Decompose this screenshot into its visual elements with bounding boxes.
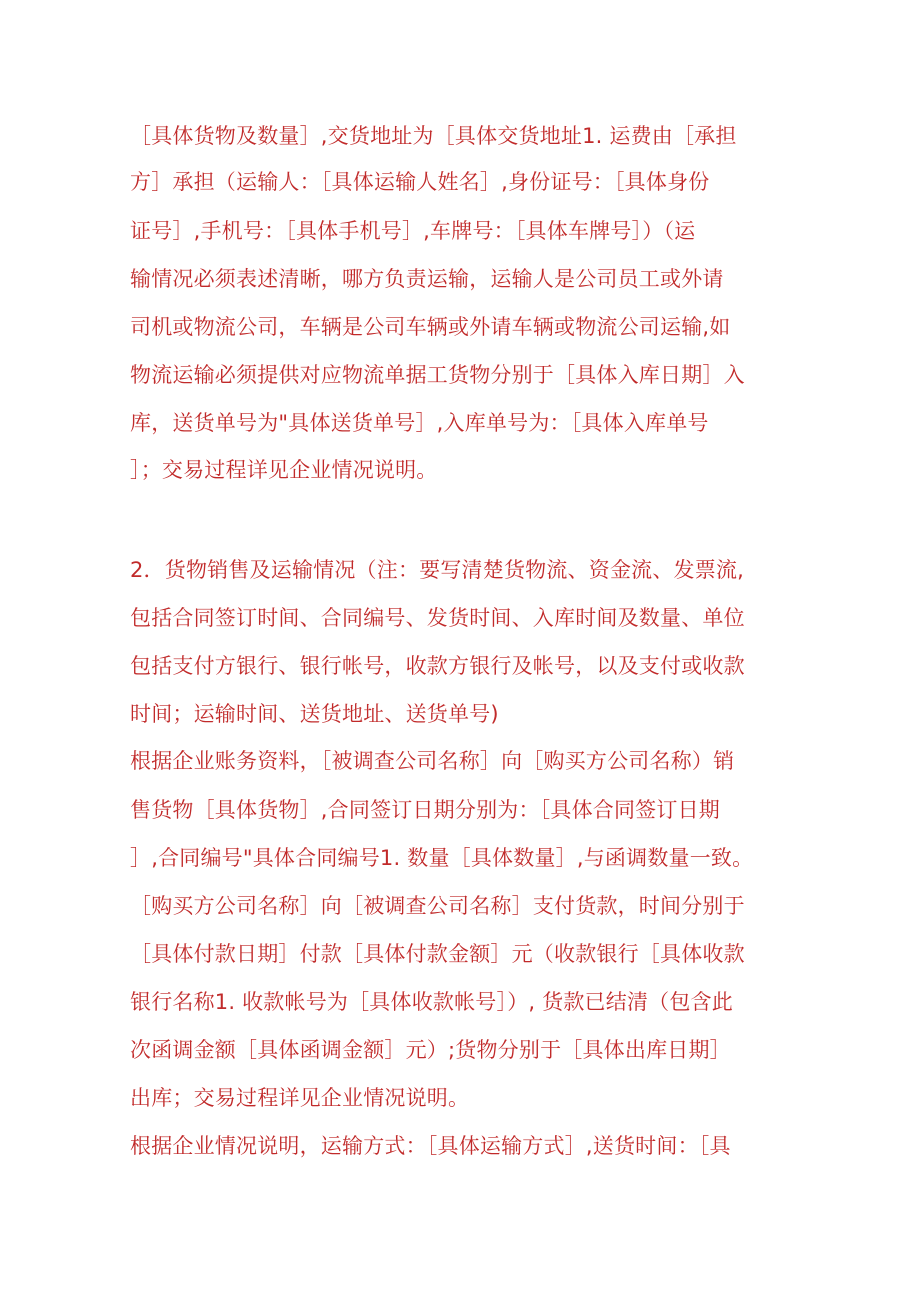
- paragraph-1-line-5: 司机或物流公司，车辆是公司车辆或外请车辆或物流公司运输,如: [130, 315, 731, 339]
- paragraph-2-line-5: 根据企业账务资料，［被调查公司名称］向［购买方公司名称）销: [130, 749, 735, 773]
- paragraph-1-line-1: ［具体货物及数量］,交货地址为［具体交货地址1. 运费由［承担: [130, 124, 737, 148]
- paragraph-2-line-10: 银行名称1. 收款帐号为［具体收款帐号］）, 货款已结清（包含此: [130, 990, 733, 1014]
- paragraph-1-line-2: 方］承担（运输人：［具体运输人姓名］,身份证号：［具体身份: [130, 170, 710, 194]
- paragraph-1-line-4: 输情况必须表述清晰，哪方负责运输，运输人是公司员工或外请: [130, 267, 724, 291]
- paragraph-2-line-9: ［具体付款日期］付款［具体付款金额］元（收款银行［具体收款: [130, 942, 745, 966]
- paragraph-1-line-6: 物流运输必须提供对应物流单据工货物分别于［具体入库日期］入: [130, 363, 745, 387]
- paragraph-2-line-6: 售货物［具体货物］,合同签订日期分别为：［具体合同签订日期: [130, 798, 720, 822]
- paragraph-2-line-7: ］,合同编号"具体合同编号1. 数量［具体数量］,与函调数量一致。: [130, 846, 754, 870]
- paragraph-1-line-7: 库，送货单号为"具体送货单号］,入库单号为：［具体入库单号: [130, 411, 709, 435]
- paragraph-2-line-13: 根据企业情况说明，运输方式：［具体运输方式］,送货时间：［具: [130, 1134, 731, 1158]
- paragraph-2-line-3: 包括支付方银行、银行帐号，收款方银行及帐号，以及支付或收款: [130, 654, 745, 678]
- paragraph-2-line-4: 时间；运输时间、送货地址、送货单号): [130, 702, 499, 726]
- paragraph-2-line-11: 次函调金额［具体函调金额］元）;货物分别于［具体出库日期］: [130, 1038, 731, 1062]
- paragraph-2-line-1: 2．货物销售及运输情况（注：要写清楚货物流、资金流、发票流,: [130, 558, 745, 582]
- paragraph-1-line-8: ］；交易过程详见企业情况说明。: [130, 458, 438, 482]
- paragraph-2-line-12: 出库；交易过程详见企业情况说明。: [130, 1086, 470, 1110]
- paragraph-2-line-8: ［购买方公司名称］向［被调查公司名称］支付货款，时间分别于: [130, 894, 745, 918]
- paragraph-1-line-3: 证号］,手机号：［具体手机号］,车牌号：［具体车牌号］）（运: [130, 219, 696, 243]
- paragraph-2-line-2: 包括合同签订时间、合同编号、发货时间、入库时间及数量、单位: [130, 606, 745, 630]
